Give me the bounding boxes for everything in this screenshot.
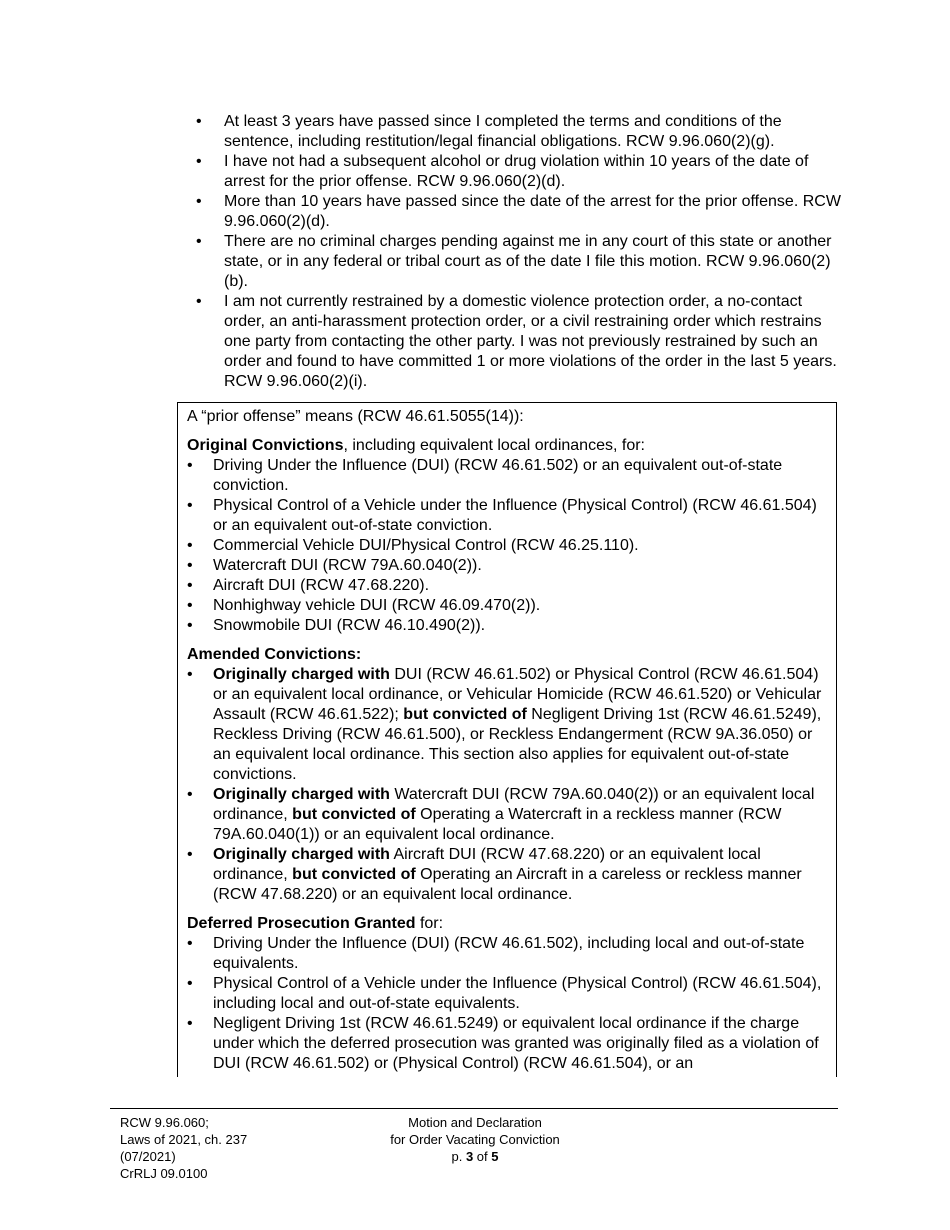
list-item: • Driving Under the Influence (DUI) (RCW 46.61.502), including local and out-of-state equivalents. xyxy=(187,934,828,974)
footer-line: (07/2021) xyxy=(120,1149,176,1164)
list-item xyxy=(187,785,828,845)
list-item xyxy=(187,665,828,785)
bold-phrase: but convicted of xyxy=(292,806,416,823)
deferred-prosecution-heading xyxy=(187,914,828,934)
page-number xyxy=(375,1148,575,1165)
footer-line: Laws of 2021, ch. 237 xyxy=(120,1132,248,1147)
list-item: • Aircraft DUI (RCW 47.68.220). xyxy=(187,576,828,596)
original-convictions-heading xyxy=(187,436,828,456)
footer-citation xyxy=(120,1114,247,1182)
list-item: • Driving Under the Influence (DUI) (RCW 46.61.502) or an equivalent out-of-state conviction. xyxy=(187,456,828,496)
page-of: of xyxy=(473,1149,492,1164)
heading-rest: , including equivalent local ordinances, for: xyxy=(343,437,645,454)
deferred-prosecution-list xyxy=(187,934,828,1074)
amended-convictions-heading xyxy=(187,645,828,665)
list-item: • I am not currently restrained by a domestic violence protection order, a no-contact order, an anti-harassment protection order, or a civil restraining order which restrains one party from contacting the other party. I was not previously restrained by such an order and found to have committed 1 or more violations of the order in the last 5 years. RCW 9.96.060(2)(i). xyxy=(196,292,846,392)
page-prefix: p. xyxy=(451,1149,466,1164)
page-total: 5 xyxy=(491,1149,499,1164)
list-item: • More than 10 years have passed since the date of the arrest for the prior offense. RCW 9.96.060(2)(d). xyxy=(196,192,846,232)
heading-bold: Deferred Prosecution Granted xyxy=(187,915,416,932)
footer-form-title xyxy=(375,1114,575,1165)
list-item: • There are no criminal charges pending against me in any court of this state or another state, or in any federal or tribal court as of the date I file this motion. RCW 9.96.060(2)(b). xyxy=(196,232,846,292)
form-title-line: for Order Vacating Conviction xyxy=(390,1132,560,1147)
text-run: Aircraft DUI (RCW 47.68.220) or an equivalent local ordinance, xyxy=(213,846,761,883)
amended-convictions-list xyxy=(187,665,828,905)
bold-phrase: Originally charged with xyxy=(213,666,390,683)
footer-line: RCW 9.96.060; xyxy=(120,1115,209,1130)
page-current: 3 xyxy=(465,1149,474,1164)
heading-bold: Amended Convictions: xyxy=(187,646,362,663)
list-item: • I have not had a subsequent alcohol or drug violation within 10 years of the date of arrest for the prior offense. RCW 9.96.060(2)(d). xyxy=(196,152,846,192)
bold-phrase: Originally charged with xyxy=(213,846,390,863)
list-item: • Physical Control of a Vehicle under the Influence (Physical Control) (RCW 46.61.504), including local and out-of-state equivalents. xyxy=(187,974,828,1014)
text-run: Operating an Aircraft in a careless or reckless manner (RCW 47.68.220) or an equivalent local ordinance. xyxy=(213,866,802,903)
text-run: Negligent Driving 1st (RCW 46.61.5249), Reckless Driving (RCW 46.61.500), or Reckless Endangerment (RCW 9A.36.050) or an equivalent local ordinance. This section also applies for equivalent out-of-state convictions. xyxy=(213,706,822,783)
list-item: • Watercraft DUI (RCW 79A.60.040(2)). xyxy=(187,556,828,576)
form-title-line: Motion and Declaration xyxy=(408,1115,542,1130)
bold-phrase: but convicted of xyxy=(403,706,527,723)
text-run: DUI (RCW 46.61.502) or Physical Control (RCW 46.61.504) or an equivalent local ordinance, or Vehicular Homicide (RCW 46.61.520) or Vehicular Assault (RCW 46.61.522); xyxy=(213,666,822,723)
original-convictions-list xyxy=(187,456,828,636)
bold-phrase: Originally charged with xyxy=(213,786,390,803)
footer-divider xyxy=(110,1108,838,1109)
heading-bold: Original Convictions xyxy=(187,437,344,454)
list-item: • Negligent Driving 1st (RCW 46.61.5249) or equivalent local ordinance if the charge under which the deferred prosecution was granted was originally filed as a violation of DUI (RCW 46.61.502) or (Physical Control) (RCW 46.61.504), or an xyxy=(187,1014,828,1074)
requirements-list xyxy=(196,112,846,392)
list-item: • Snowmobile DUI (RCW 46.10.490(2)). xyxy=(187,616,828,636)
list-item xyxy=(187,845,828,905)
text-run: Watercraft DUI (RCW 79A.60.040(2)) or an equivalent local ordinance, xyxy=(213,786,815,823)
list-item: • Commercial Vehicle DUI/Physical Control (RCW 46.25.110). xyxy=(187,536,828,556)
text-run: Operating a Watercraft in a reckless manner (RCW 79A.60.040(1)) or an equivalent local ordinance. xyxy=(213,806,782,843)
list-item: • Nonhighway vehicle DUI (RCW 46.09.470(2)). xyxy=(187,596,828,616)
prior-offense-intro: A “prior offense” means (RCW 46.61.5055(14)): xyxy=(187,408,524,425)
prior-offense-box xyxy=(177,402,837,1077)
list-item: • Physical Control of a Vehicle under the Influence (Physical Control) (RCW 46.61.504) or an equivalent out-of-state conviction. xyxy=(187,496,828,536)
list-item: • At least 3 years have passed since I completed the terms and conditions of the sentence, including restitution/legal financial obligations. RCW 9.96.060(2)(g). xyxy=(196,112,846,152)
footer-line: CrRLJ 09.0100 xyxy=(120,1166,208,1181)
bold-phrase: but convicted of xyxy=(292,866,416,883)
heading-rest: for: xyxy=(415,915,444,932)
